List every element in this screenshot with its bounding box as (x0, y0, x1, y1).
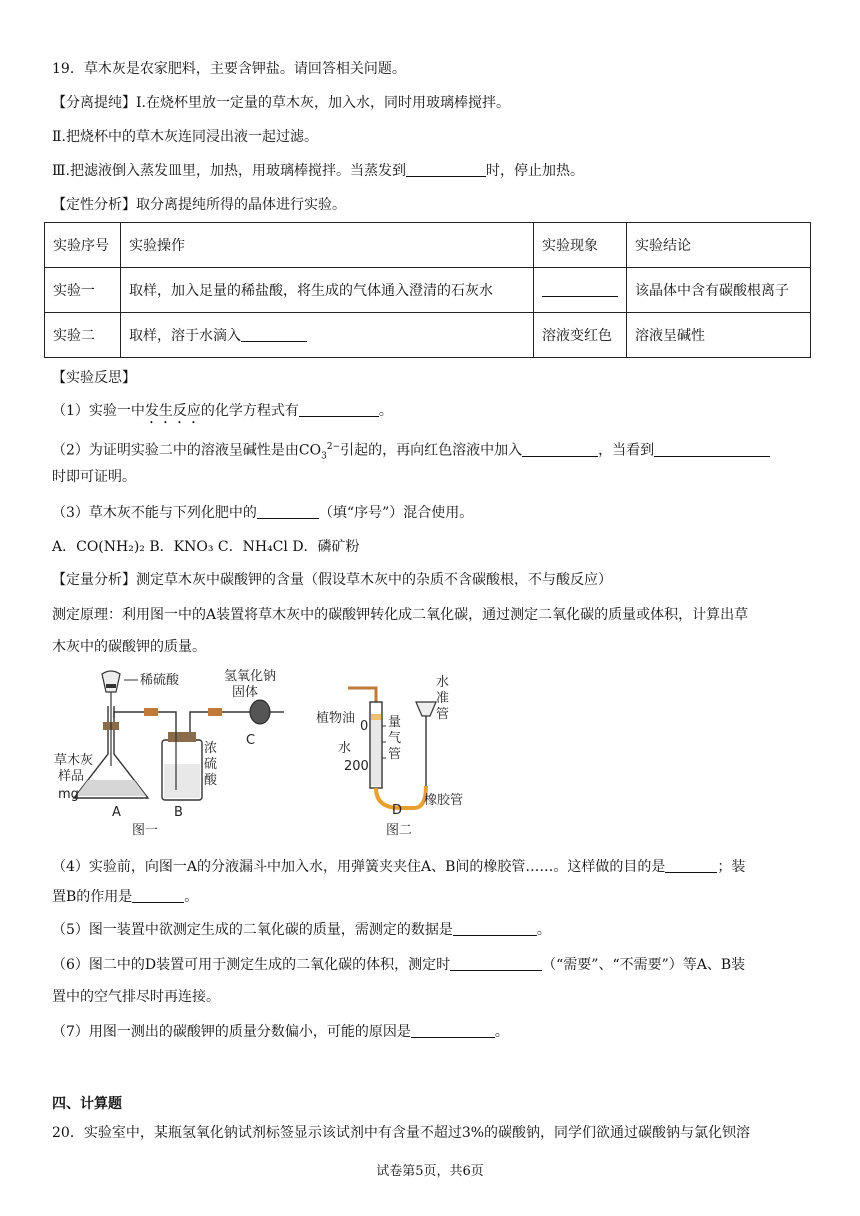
label-b: B (174, 805, 183, 820)
reflection-q1-end: 。 (378, 403, 393, 419)
table-cell-text: 取样，溶于水滴入 (129, 328, 241, 344)
answer-blank-purpose[interactable] (665, 858, 717, 873)
quantitative-text: 测定草木灰中碳酸钾的含量（假设草木灰中的杂质不含碳酸根，不与酸反应） (136, 572, 612, 588)
tube-a-to-b (114, 708, 176, 734)
question-4-cont-post: 。 (184, 889, 199, 905)
page-footer: 试卷第5页，共6页 (376, 1164, 484, 1179)
question-7-post: 。 (494, 1024, 509, 1040)
separation-step1 (52, 93, 820, 113)
answer-blank-indicator[interactable] (241, 327, 307, 342)
principle-line2: 木灰中的碳酸钾的质量。 (52, 639, 206, 655)
reflection-q1-post: 的化学方程式有 (200, 403, 299, 419)
label-solid: 固体 (232, 685, 259, 700)
qualitative-text: 取分离提纯所得的晶体进行实验。 (136, 197, 346, 213)
label-conc3: 酸 (204, 773, 218, 788)
separation-tag: 【分离提纯】 (52, 95, 136, 111)
reflection-q2-mid2: ，当看到 (598, 442, 655, 459)
separation-step3-pre: Ⅲ.把滤液倒入蒸发皿里，加热，用玻璃棒搅拌。当蒸发到 (52, 163, 406, 179)
reflection-q1 (52, 401, 820, 427)
question-7-pre: （7）用图一测出的碳酸钾的质量分数偏小，可能的原因是 (52, 1024, 411, 1040)
reflection-q2-mid: 引起的，再向红色溶液中加入 (340, 442, 523, 459)
label-gas-tube-3: 管 (388, 747, 402, 762)
figure-two (316, 674, 463, 838)
figure-one-caption: 图一 (132, 823, 159, 838)
reflection-q2 (52, 437, 820, 466)
answer-blank-need[interactable] (450, 956, 542, 971)
label-200: 200 (344, 759, 369, 774)
label-c: C (246, 733, 256, 748)
drying-tube-c (250, 700, 284, 724)
reflection-tag: 【实验反思】 (52, 370, 136, 386)
table-cell: 溶液变红色 (534, 313, 627, 358)
question-5-pre: （5）图一装置中欲测定生成的二氧化碳的质量，需测定的数据是 (52, 922, 453, 938)
apparatus-figure (52, 666, 512, 842)
question-5 (52, 920, 820, 940)
label-level-tube-1: 水 (436, 675, 450, 690)
level-tube (416, 702, 436, 786)
reflection-q3 (52, 503, 820, 523)
label-naoh: 氢氧化钠 (224, 669, 277, 684)
qualitative-tag: 【定性分析】 (52, 197, 136, 213)
label-conc2: 硫 (204, 757, 218, 772)
label-d: D (392, 803, 403, 818)
label-zero: 0 (360, 719, 369, 734)
separation-step3-post: 时，停止加热。 (485, 163, 584, 179)
table-header: 实验操作 (121, 223, 534, 268)
question-6 (52, 955, 820, 975)
question-4-post: ；装 (717, 859, 746, 875)
answer-blank-reagent[interactable] (522, 442, 598, 457)
question-4-cont-pre: 置B的作用是 (52, 889, 133, 905)
co3-subscript: 3 (321, 451, 327, 462)
label-gas-tube-2: 气 (388, 731, 402, 746)
question-4-continued (52, 887, 820, 907)
table-header-row (45, 223, 811, 268)
label-rubber-tube: 橡胶管 (424, 793, 464, 808)
figure-two-caption: 图二 (386, 823, 413, 838)
reflection-q3-pre: （3）草木灰不能与下列化肥中的 (52, 505, 257, 521)
table-cell: 取样，加入足量的稀盐酸，将生成的气体通入澄清的石灰水 (121, 268, 534, 313)
separatory-funnel (102, 671, 120, 766)
label-water: 水 (338, 741, 352, 756)
table-header: 实验序号 (45, 223, 121, 268)
quantitative-tag: 【定量分析】 (52, 572, 136, 588)
answer-blank-b-role[interactable] (132, 888, 184, 903)
label-dilute-acid: 稀硫酸 (140, 673, 180, 688)
question-6-pre: （6）图二中的D装置可用于测定生成的二氧化碳的体积，测定时 (52, 957, 451, 973)
question-6-post: （“需要”、“不需要”）等A、B装 (542, 957, 746, 973)
question-4 (52, 857, 820, 877)
quantitative-heading (52, 570, 820, 590)
table-header: 实验结论 (627, 223, 811, 268)
label-level-tube-2: 准 (436, 691, 450, 706)
qualitative-heading (52, 195, 820, 215)
section-heading: 四、计算题 (52, 1096, 122, 1112)
table-cell: 实验二 (45, 313, 121, 358)
question-6-continued: 置中的空气排尽时再连接。 (52, 989, 220, 1005)
separation-step1-text: Ⅰ.在烧杯里放一定量的草木灰，加入水，同时用玻璃棒搅拌。 (136, 95, 510, 111)
separation-step2: Ⅱ.把烧杯中的草木灰连同浸出液一起过滤。 (52, 129, 318, 145)
label-gas-tube-1: 量 (388, 715, 402, 730)
table-row (45, 313, 811, 358)
answer-blank-evaporation[interactable] (406, 162, 486, 177)
answer-blank-phenomenon[interactable] (542, 282, 618, 297)
reflection-q2-pre: （2）为证明实验二中的溶液呈碱性是由CO (52, 442, 322, 459)
label-sample1: 草木灰 (54, 753, 94, 768)
q19-intro: 19．草木灰是农家肥料，主要含钾盐。请回答相关问题。 (52, 61, 406, 77)
reflection-q1-emphasis: 发生反应 (144, 403, 201, 419)
reflection-q3-post: （填“序号”）混合使用。 (318, 505, 474, 521)
table-header: 实验现象 (534, 223, 627, 268)
label-a: A (112, 805, 121, 820)
question-5-post: 。 (536, 922, 551, 938)
answer-blank-data[interactable] (453, 921, 537, 936)
answer-blank-reason[interactable] (411, 1023, 495, 1038)
figure-one (54, 668, 284, 838)
experiment-table (44, 222, 811, 358)
answer-blank-fertilizer[interactable] (257, 504, 319, 519)
label-mg: mg (58, 787, 79, 802)
question-7 (52, 1022, 820, 1042)
label-conc1: 浓 (204, 741, 218, 756)
label-sample2: 样品 (58, 769, 85, 784)
table-cell (121, 313, 534, 358)
reflection-q1-pre: （1）实验一中 (52, 403, 145, 419)
separation-step3 (52, 161, 820, 181)
table-cell: 该晶体中含有碳酸根离子 (627, 268, 811, 313)
question-20: 20．实验室中，某瓶氢氧化钠试剂标签显示该试剂中有含量不超过3%的碳酸钠，同学们欲通过碳酸钠与氯化钡溶 (52, 1125, 751, 1141)
answer-blank-observation[interactable] (654, 442, 770, 457)
reflection-q3-options: A．CO(NH₂)₂ B．KNO₃ C．NH₄Cl D．磷矿粉 (52, 539, 360, 555)
table-cell (534, 268, 627, 313)
table-cell: 溶液呈碱性 (627, 313, 811, 358)
question-4-pre: （4）实验前，向图一A的分液漏斗中加入水，用弹簧夹夹住A、B间的橡胶管……。这样做的目的是 (52, 859, 666, 875)
reflection-q2-continued: 时即可证明。 (52, 469, 136, 485)
answer-blank-equation[interactable] (299, 402, 379, 417)
principle-line1: 测定原理：利用图一中的A装置将草木灰中的碳酸钾转化成二氧化碳，通过测定二氧化碳的质量或体积，计算出草 (52, 607, 749, 623)
label-level-tube-3: 管 (436, 707, 450, 722)
table-cell: 实验一 (45, 268, 121, 313)
co3-charge: 2− (326, 442, 341, 452)
label-oil: 植物油 (316, 711, 356, 726)
table-row (45, 268, 811, 313)
